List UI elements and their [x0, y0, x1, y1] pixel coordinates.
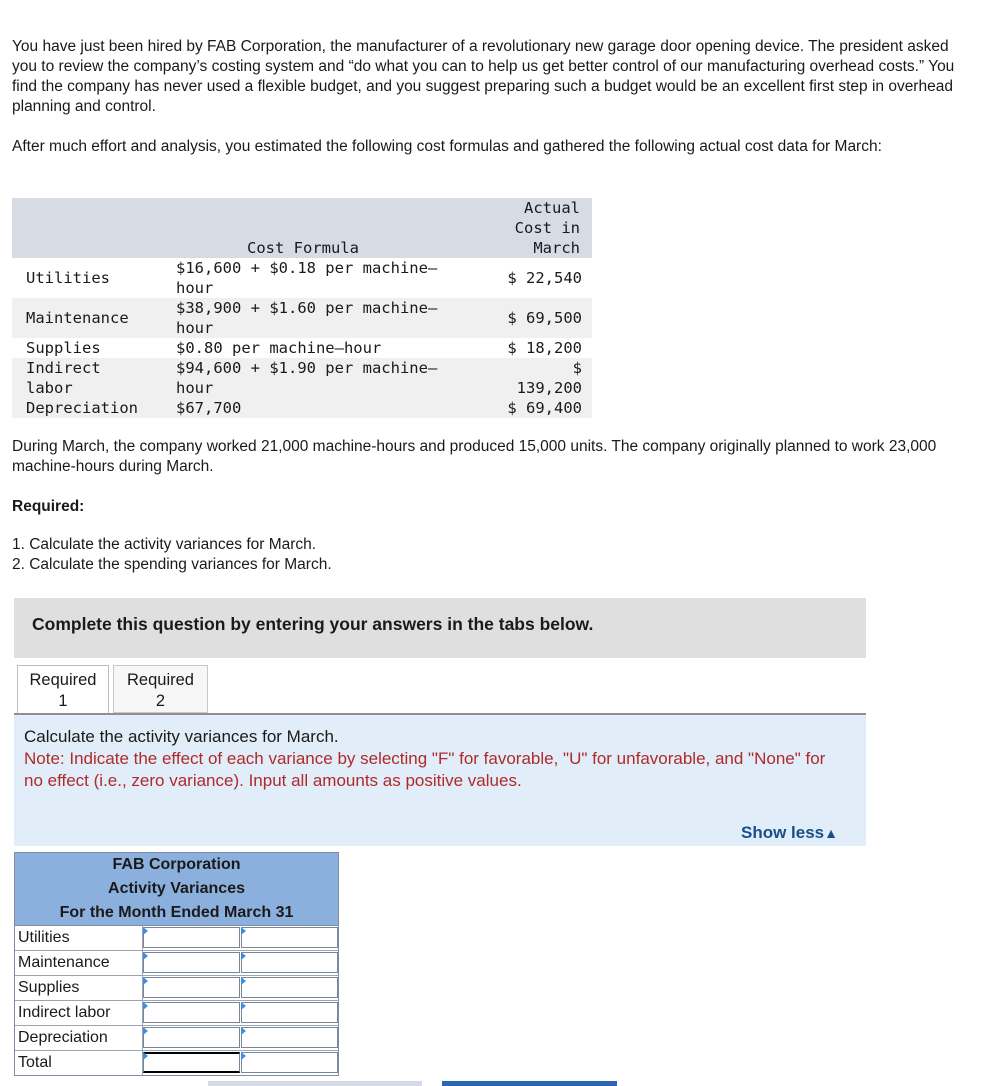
depreciation-effect-select[interactable]: [241, 1027, 338, 1048]
report-period: For the Month Ended March 31: [59, 904, 294, 921]
table-row: [15, 926, 338, 951]
supplies-effect-select[interactable]: [241, 977, 338, 998]
row-formula: $38,900 + $1.60 per machine–: [176, 299, 438, 317]
table-row: [15, 1026, 338, 1051]
supplies-amount-input[interactable]: [143, 977, 240, 998]
row-label: Depreciation: [18, 1029, 108, 1046]
row-item: Indirect: [26, 359, 101, 377]
panel-note: Note: Indicate the effect of each variance by selecting "F" for favorable, "U" for unfavorable, and "None" for no effect (i.e., zero variance). Input all amounts as positive values.: [24, 749, 826, 790]
input-marker-icon: [241, 1002, 246, 1010]
table-row: [15, 976, 338, 1001]
label-cell: [15, 926, 143, 950]
answer-table-header: [15, 853, 338, 926]
input-marker-icon: [143, 977, 148, 985]
row-label: Maintenance: [18, 954, 110, 971]
show-less-label: Show less: [741, 823, 825, 842]
input-marker-icon: [241, 927, 246, 935]
label-cell: [15, 1001, 143, 1025]
input-marker-icon: [241, 952, 246, 960]
instruction-banner: [14, 598, 866, 658]
tab-label: Required: [127, 671, 194, 689]
row-formula: hour: [176, 319, 214, 337]
activity-paragraph: During March, the company worked 21,000 machine-hours and produced 15,000 units. The company originally planned to work 23,000 machine-hours during March.: [12, 438, 937, 475]
question-panel: [14, 715, 866, 846]
next-tab-button[interactable]: [442, 1081, 617, 1086]
required-heading: Required:: [12, 498, 85, 515]
total-effect-select[interactable]: [241, 1052, 338, 1073]
report-title: Activity Variances: [108, 880, 245, 897]
input-marker-icon: [143, 1002, 148, 1010]
table-row: [15, 951, 338, 976]
row-actual: 139,200: [516, 379, 582, 397]
utilities-effect-select[interactable]: [241, 927, 338, 948]
required-item: 2. Calculate the spending variances for March.: [12, 556, 332, 573]
label-cell: [15, 976, 143, 1000]
row-actual: $ 69,500: [507, 309, 582, 327]
company-name: FAB Corporation: [112, 856, 241, 873]
header-actual: Cost in: [514, 219, 580, 237]
tab-required-1[interactable]: [17, 665, 109, 713]
utilities-amount-input[interactable]: [143, 927, 240, 948]
row-formula: $0.80 per machine–hour: [176, 339, 382, 357]
row-formula: $16,600 + $0.18 per machine–: [176, 259, 438, 277]
activity-variances-table: [14, 852, 339, 1076]
header-actual: Actual: [524, 199, 580, 217]
row-formula: hour: [176, 279, 214, 297]
label-cell: [15, 1051, 143, 1075]
row-formula: hour: [176, 379, 214, 397]
input-marker-icon: [241, 977, 246, 985]
row-label: Total: [18, 1054, 52, 1071]
header-cost-formula: Cost Formula: [247, 239, 359, 257]
depreciation-amount-input[interactable]: [143, 1027, 240, 1048]
indirect-labor-effect-select[interactable]: [241, 1002, 338, 1023]
intro-paragraph-2: After much effort and analysis, you estimated the following cost formulas and gathered the following actual cost data for March:: [12, 138, 882, 155]
input-marker-icon: [143, 927, 148, 935]
row-label: Indirect labor: [18, 1004, 111, 1021]
row-label: Supplies: [18, 979, 80, 996]
input-marker-icon: [241, 1052, 246, 1060]
maintenance-effect-select[interactable]: [241, 952, 338, 973]
header-actual: March: [533, 239, 580, 257]
total-amount-input[interactable]: [143, 1052, 240, 1073]
row-actual: $ 69,400: [507, 399, 582, 417]
row-actual: $ 18,200: [507, 339, 582, 357]
row-actual: $ 22,540: [507, 269, 582, 287]
input-marker-icon: [143, 1052, 148, 1060]
tab-label: Required: [29, 671, 97, 689]
row-actual: $: [572, 359, 582, 377]
intro-paragraph: You have just been hired by FAB Corporation, the manufacturer of a revolutionary new garage door opening device. The president asked you to review the company’s costing system and “do what you can to help us get better control of our manufacturing overhead costs.” You find the company has never used a flexible budget, and you suggest preparing such a budget would be an excellent first step in overhead planning and control.: [12, 38, 955, 115]
tab-required-2[interactable]: [113, 665, 208, 713]
panel-instruction: Calculate the activity variances for March.: [24, 727, 339, 746]
required-item: 1. Calculate the activity variances for March.: [12, 536, 317, 553]
row-formula: $94,600 + $1.90 per machine–: [176, 359, 438, 377]
row-item: labor: [26, 379, 73, 397]
label-cell: [15, 951, 143, 975]
input-marker-icon: [241, 1027, 246, 1035]
label-cell: [15, 1026, 143, 1050]
row-item: Supplies: [26, 339, 101, 357]
maintenance-amount-input[interactable]: [143, 952, 240, 973]
row-item: Utilities: [26, 269, 110, 287]
row-label: Utilities: [18, 929, 70, 946]
row-item: Maintenance: [26, 309, 129, 327]
cost-formula-table: [12, 198, 592, 420]
input-marker-icon: [143, 952, 148, 960]
table-row: [15, 1001, 338, 1026]
banner-text: Complete this question by entering your answers in the tabs below.: [32, 614, 594, 634]
prev-tab-button[interactable]: [208, 1081, 422, 1086]
tab-label-number: 1: [58, 692, 68, 710]
row-formula: $67,700: [176, 399, 242, 417]
show-less-link[interactable]: [741, 823, 838, 843]
tab-label-number: 2: [155, 692, 166, 710]
indirect-labor-amount-input[interactable]: [143, 1002, 240, 1023]
table-row-total: [15, 1051, 338, 1075]
row-item: Depreciation: [26, 399, 138, 417]
triangle-up-icon: ▲: [824, 825, 838, 841]
input-marker-icon: [143, 1027, 148, 1035]
